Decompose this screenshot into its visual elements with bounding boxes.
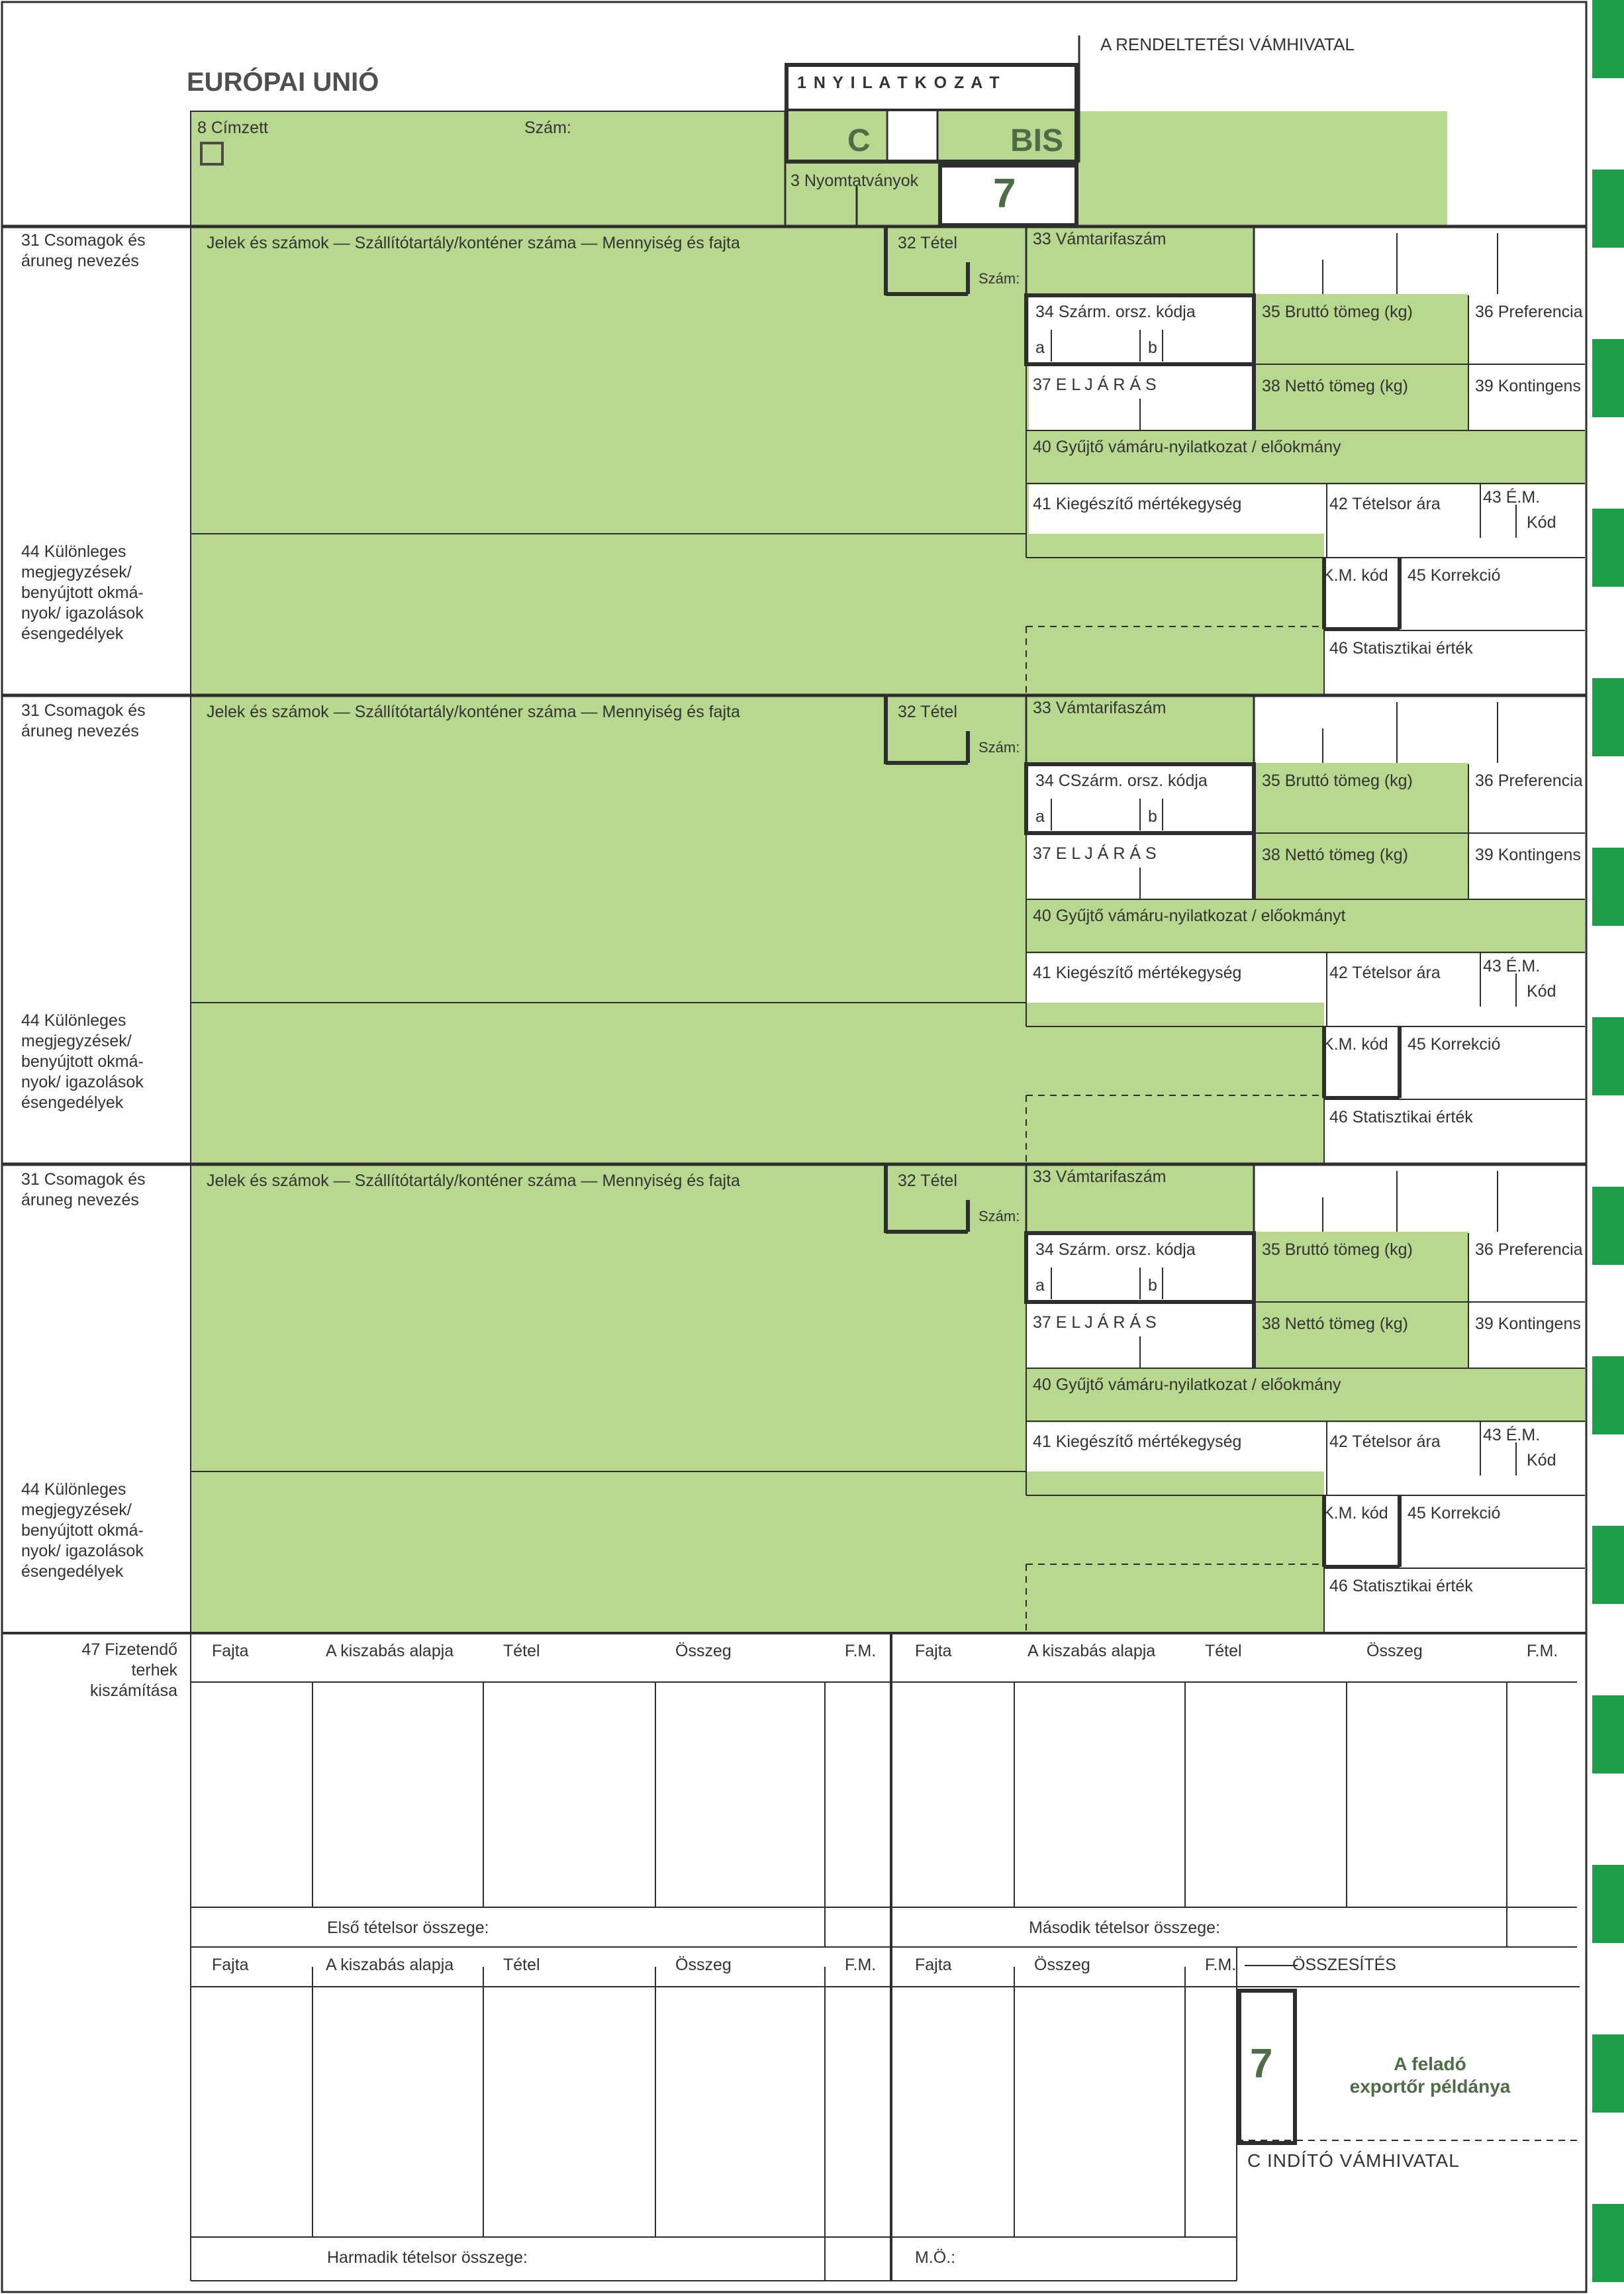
third-total-label: Harmadik tételsor összege: [327,2248,528,2267]
item1-summary-label: 40 Gyűjtő vámáru-nyilatkozat / előokmány [1033,438,1341,456]
item3-item-no-label: Szám: [979,1208,1020,1224]
item2-item-label: 32 Tétel [898,703,957,721]
item2-tariff-label: 33 Vámtarifaszám [1033,699,1167,717]
item2-gross-label: 35 Bruttó tömeg (kg) [1262,772,1413,790]
item2-net-label: 38 Nettó tömeg (kg) [1262,846,1408,864]
item3-origin-a: a [1035,1276,1045,1295]
charges-bottom-tetel: Tétel [503,1956,540,1974]
item1-origin-b: b [1148,338,1157,357]
item1-origin-label: 34 Szárm. orsz. kódja [1035,303,1196,321]
item2-packages-label: 31 Csomagok és áruneg nevezés [21,701,146,740]
charges-header-osszeg: Összeg [675,1642,732,1660]
charges-header-right-osszeg: Összeg [1366,1642,1423,1660]
mo-label: M.Ö.: [915,2248,956,2267]
item2-km-label: K.M. kód [1323,1035,1388,1054]
item1-stat-label: 46 Statisztikai érték [1329,639,1473,658]
item1-pref-label: 36 Preferencia [1475,303,1583,321]
item2-quota-label: 39 Kontingens [1475,846,1581,864]
charges-header-tetel: Tétel [503,1642,540,1660]
charges-bottom-fm: F.M. [845,1956,877,1974]
consignee-label: 8 Címzett [197,119,268,137]
item1-gross-label: 35 Bruttó tömeg (kg) [1262,303,1413,321]
charges-bottom-osszeg: Összeg [675,1956,732,1974]
item1-net-label: 38 Nettó tömeg (kg) [1262,377,1408,395]
item1-proc-label: 37 E L J Á R Á S [1033,375,1157,394]
charges-header-alap: A kiszabás alapja [326,1642,454,1660]
item2-proc-label: 37 E L J Á R Á S [1033,844,1157,863]
item1-tariff-label: 33 Vámtarifaszám [1033,230,1167,248]
item3-gross-label: 35 Bruttó tömeg (kg) [1262,1240,1413,1259]
item1-em-label: 43 É.M. [1483,488,1541,507]
item1-packages-label: 31 Csomagok és áruneg nevezés [21,231,146,270]
first-total-label: Első tételsor összege: [327,1919,489,1937]
item3-stat-label: 46 Statisztikai érték [1329,1577,1473,1595]
item1-special-label: 44 Különleges megjegyzések/ benyújtott okmá- nyok/ igazolások ésengedélyek [21,542,144,643]
item3-km-label: K.M. kód [1323,1504,1388,1522]
charges-header-right-alap: A kiszabás alapja [1027,1642,1156,1660]
item3-special-label: 44 Különleges megjegyzések/ benyújtott okmá- nyok/ igazolások ésengedélyek [21,1480,144,1581]
charges-bottom-alap: A kiszabás alapja [326,1956,454,1974]
item3-correction-label: 45 Korrekció [1408,1504,1501,1522]
item3-tariff-label: 33 Vámtarifaszám [1033,1168,1167,1186]
item1-marks-label: Jelek és számok — Szállítótartály/konténer száma — Mennyiség és fajta [207,234,740,252]
item2-item-price-label: 42 Tételsor ára [1329,964,1441,982]
declaration-c: C [847,123,871,158]
charges-header-fm: F.M. [845,1642,877,1660]
item1-item-price-label: 42 Tételsor ára [1329,495,1441,513]
copy-number: 7 [993,171,1016,217]
item3-proc-label: 37 E L J Á R Á S [1033,1313,1157,1332]
item3-origin-b: b [1148,1276,1157,1295]
item2-correction-label: 45 Korrekció [1408,1035,1501,1054]
item3-origin-label: 34 Szárm. orsz. kódja [1035,1240,1196,1259]
item2-supp-unit-label: 41 Kiegészítő mértékegység [1033,964,1242,982]
charges-header-right-tetel: Tétel [1205,1642,1242,1660]
item2-origin-label: 34 CSzárm. orsz. kódja [1035,772,1208,790]
charges-label: 47 Fizetendő terhek kiszámítása [81,1640,177,1700]
item2-kod-label: Kód [1527,982,1556,1001]
item2-em-label: 43 É.M. [1483,957,1541,975]
item3-em-label: 43 É.M. [1483,1426,1541,1444]
item2-summary-label: 40 Gyűjtő vámáru-nyilatkozat / előokmányt [1033,907,1346,925]
item3-kod-label: Kód [1527,1451,1556,1470]
departure-office-label: C INDÍTÓ VÁMHIVATAL [1247,2150,1460,2171]
number-label: Szám: [524,119,571,137]
item1-item-label: 32 Tétel [898,234,957,252]
item2-marks-label: Jelek és számok — Szállítótartály/konténer száma — Mennyiség és fajta [207,703,740,721]
charges-header-right-fm: F.M. [1527,1642,1558,1660]
item2-special-label: 44 Különleges megjegyzések/ benyújtott okmá- nyok/ igazolások ésengedélyek [21,1011,144,1112]
item3-supp-unit-label: 41 Kiegészítő mértékegység [1033,1432,1242,1451]
item2-origin-a: a [1035,807,1045,826]
item2-item-no-label: Szám: [979,739,1020,756]
item2-pref-label: 36 Preferencia [1475,772,1583,790]
charges-header-right-fajta: Fajta [915,1642,952,1660]
item1-supp-unit-label: 41 Kiegészítő mértékegység [1033,495,1242,513]
item1-item-no-label: Szám: [979,270,1020,287]
item1-origin-a: a [1035,338,1045,357]
item1-kod-label: Kód [1527,513,1556,532]
item1-correction-label: 45 Korrekció [1408,566,1501,585]
copy-number-bottom: 7 [1250,2041,1273,2087]
item3-quota-label: 39 Kontingens [1475,1315,1581,1333]
charges-header-fajta: Fajta [212,1642,249,1660]
form-box [1239,1991,1295,2143]
declaration-bis: BIS [1010,123,1064,158]
forms-label: 3 Nyomtatványok [790,172,919,190]
item3-item-label: 32 Tétel [898,1172,957,1190]
item3-marks-label: Jelek és számok — Szállítótartály/konténer száma — Mennyiség és fajta [207,1172,740,1190]
charges-bottom-fajta: Fajta [212,1956,249,1974]
form-title: EURÓPAI UNIÓ [187,68,379,97]
item2-origin-b: b [1148,807,1157,826]
charges-bottom-right-fm: F.M. [1205,1956,1237,1974]
item3-net-label: 38 Nettó tömeg (kg) [1262,1315,1408,1333]
item3-pref-label: 36 Preferencia [1475,1240,1583,1259]
item2-stat-label: 46 Statisztikai érték [1329,1108,1473,1126]
destination-office-label: A RENDELTETÉSI VÁMHIVATAL [1100,34,1355,54]
item3-summary-label: 40 Gyűjtő vámáru-nyilatkozat / előokmány [1033,1375,1341,1394]
copy-title: A feladó exportőr példánya [1349,2054,1511,2097]
item3-item-price-label: 42 Tételsor ára [1329,1432,1441,1451]
declaration-label: 1 N Y I L A T K O Z A T [797,74,1001,92]
second-total-label: Második tételsor összege: [1029,1919,1221,1937]
item1-quota-label: 39 Kontingens [1475,377,1581,395]
summary-label: ÖSSZESÍTÉS [1292,1956,1396,1974]
charges-bottom-right-fajta: Fajta [915,1956,952,1974]
item3-packages-label: 31 Csomagok és áruneg nevezés [21,1170,146,1209]
charges-bottom-right-osszeg: Összeg [1034,1956,1090,1974]
item1-km-label: K.M. kód [1323,566,1388,585]
